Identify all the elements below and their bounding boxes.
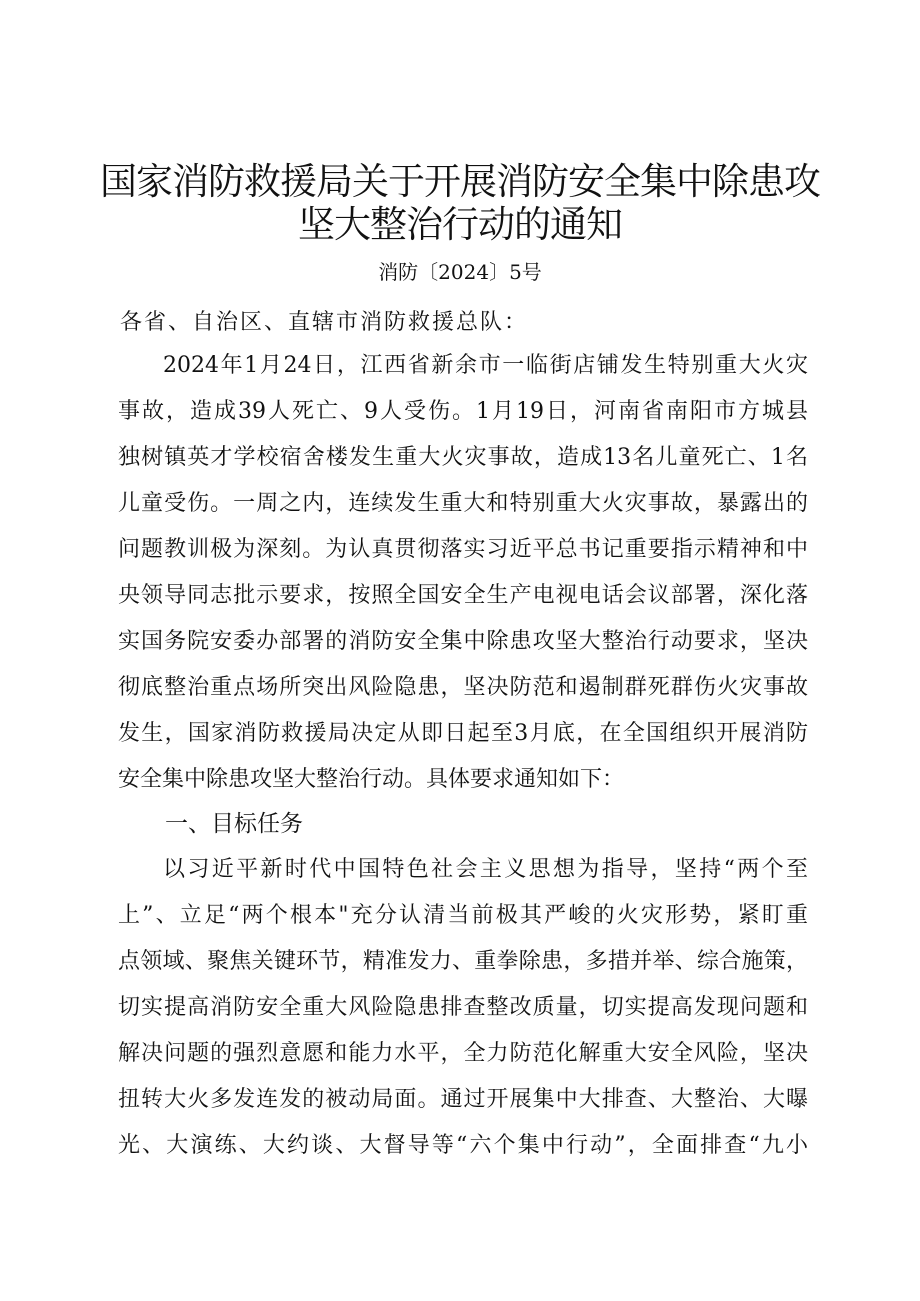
paragraph-2-line: 解决问题的强烈意愿和能力水平，全力防范化解重大安全风险，坚决 bbox=[118, 1041, 808, 1066]
paragraph-1-line: 事故，造成39人死亡、9人受伤。1月19日，河南省南阳市方城县 bbox=[118, 399, 808, 424]
document-title-line-2: 坚大整治行动的通知 bbox=[298, 203, 622, 246]
document-number: 消防〔2024〕5号 bbox=[378, 260, 542, 284]
paragraph-2-line: 点领域、聚焦关键环节，精准发力、重拳除患，多措并举、综合施策， bbox=[118, 949, 808, 974]
paragraph-2-line: 上”、立足“两个根本"充分认清当前极其严峻的火灾形势，紧盯重 bbox=[118, 903, 808, 928]
paragraph-1-line: 发生，国家消防救援局决定从即日起至3月底，在全国组织开展消防 bbox=[118, 721, 808, 746]
paragraph-1-line: 独树镇英才学校宿舍楼发生重大火灾事故，造成13名儿童死亡、1名 bbox=[118, 445, 808, 470]
addressee: 各省、自治区、直辖市消防救援总队： bbox=[120, 310, 529, 335]
paragraph-2-line: 以习近平新时代中国特色社会主义思想为指导，坚持“两个至 bbox=[163, 857, 808, 882]
paragraph-1-line: 央领导同志批示要求，按照全国安全生产电视电话会议部署，深化落 bbox=[118, 583, 808, 608]
paragraph-1-line: 问题教训极为深刻。为认真贯彻落实习近平总书记重要指示精神和中 bbox=[118, 537, 808, 562]
section-heading: 一、目标任务 bbox=[165, 811, 303, 837]
paragraph-1-line: 儿童受伤。一周之内，连续发生重大和特别重大火灾事故，暴露出的 bbox=[118, 491, 808, 516]
paragraph-1-line: 实国务院安委办部署的消防安全集中除患攻坚大整治行动要求，坚决 bbox=[118, 629, 808, 654]
paragraph-1-line: 2024年1月24日，江西省新余市一临街店铺发生特别重大火灾 bbox=[163, 353, 808, 378]
paragraph-1-line: 彻底整治重点场所突出风险隐患，坚决防范和遏制群死群伤火灾事故 bbox=[118, 675, 808, 700]
paragraph-2-line: 扭转大火多发连发的被动局面。通过开展集中大排查、大整治、大曝 bbox=[118, 1087, 808, 1112]
document-title-line-1: 国家消防救援局关于开展消防安全集中除患攻 bbox=[100, 160, 820, 203]
paragraph-1-line: 安全集中除患攻坚大整治行动。具体要求通知如下： bbox=[118, 767, 625, 792]
paragraph-2-line: 切实提高消防安全重大风险隐患排查整改质量，切实提高发现问题和 bbox=[118, 995, 808, 1020]
paragraph-2-line: 光、大演练、大约谈、大督导等“六个集中行动”，全面排查“九小 bbox=[118, 1133, 808, 1158]
